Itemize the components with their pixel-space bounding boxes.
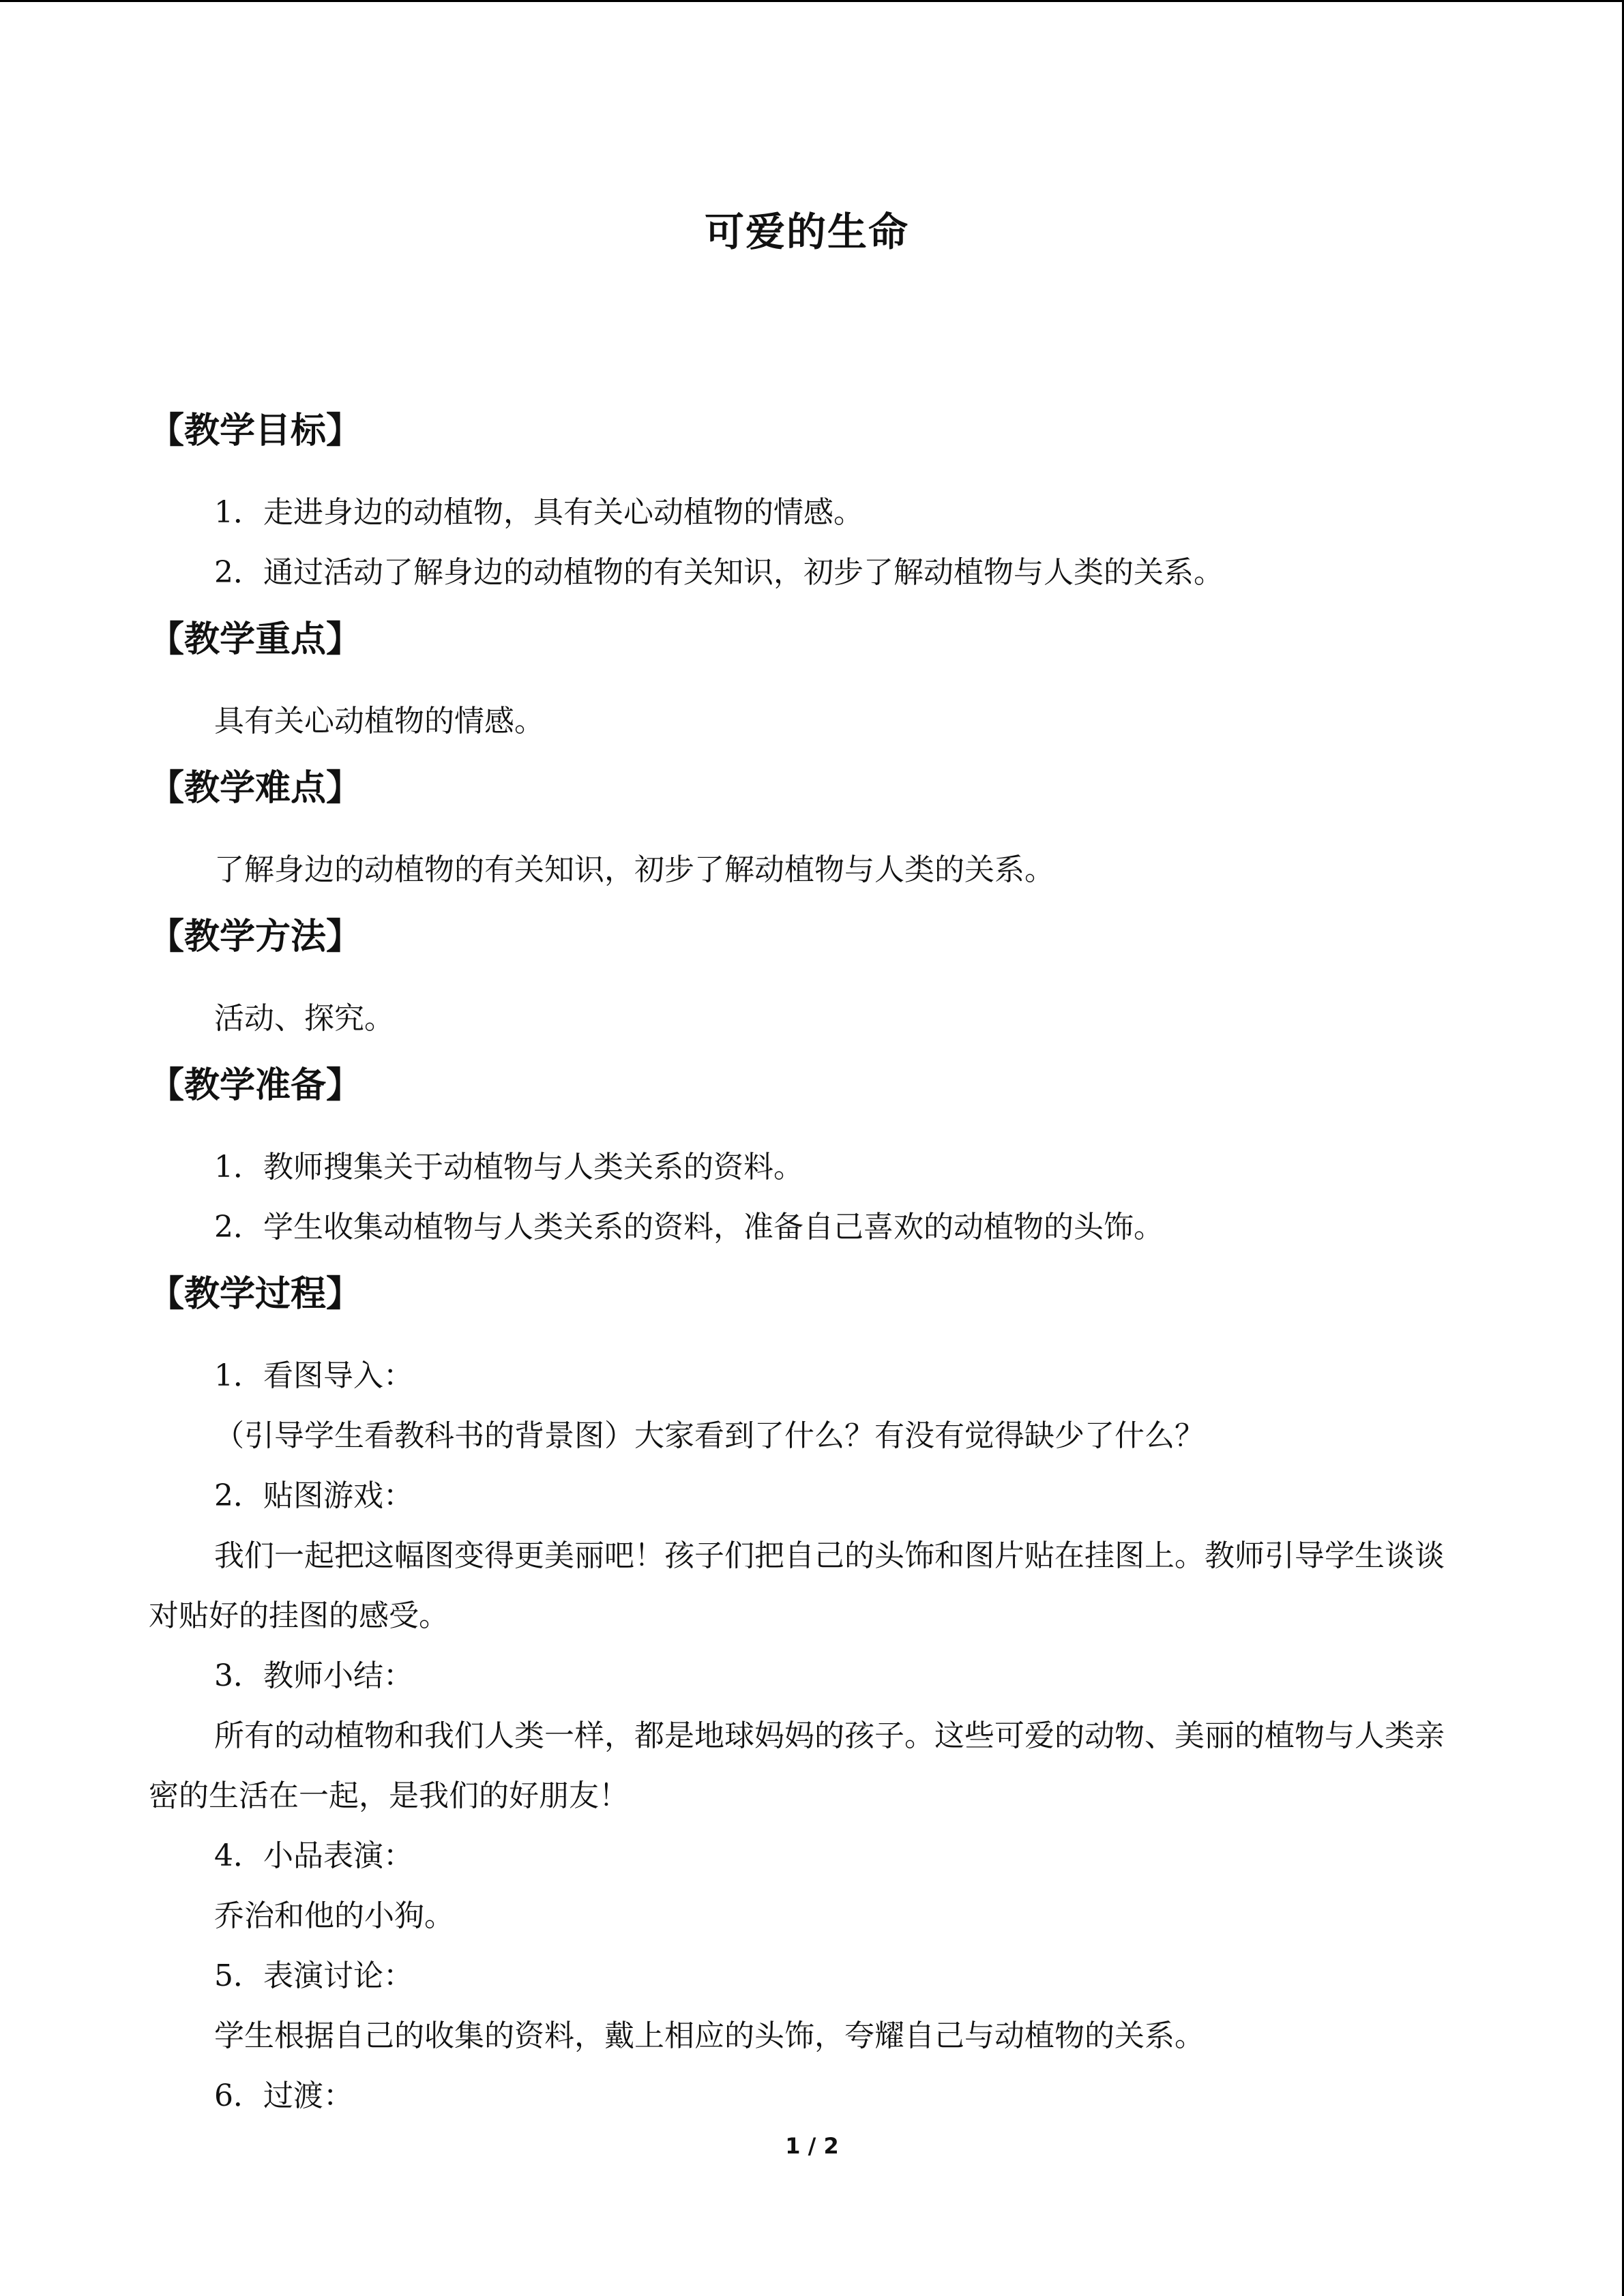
section-preparation [149,1058,1465,1257]
section-heading: 【教学重点】 [149,619,362,660]
paragraph: 所有的动植物和我们人类一样，都是地球妈妈的孩子。这些可爱的动物、美丽的植物与人类亲密的生活在一起，是我们的好朋友！ [149,1718,1445,1813]
paragraph: 5．表演讨论： [214,1958,413,1993]
paragraph: 1．教师搜集关于动植物与人类关系的资料。 [214,1150,803,1184]
paragraph: 具有关心动植物的情感。 [214,704,544,739]
paragraph: 6．过渡： [214,2078,353,2113]
page-number: 1 / 2 [785,2133,839,2159]
paragraph: 2．学生收集动植物与人类关系的资料，准备自己喜欢的动植物的头饰。 [214,1210,1164,1244]
paragraph: 4．小品表演： [214,1838,413,1873]
section-heading: 【教学准备】 [149,1065,362,1106]
paragraph: （引导学生看教科书的背景图）大家看到了什么？有没有觉得缺少了什么？ [214,1418,1205,1453]
document-title: 可爱的生命 [704,209,909,255]
section-key-points [149,612,1465,751]
paragraph: 1．看图导入： [214,1358,413,1393]
section-teaching-goals [149,404,1465,603]
page-border-top [0,0,1624,2]
section-methods [149,910,1465,1049]
document-page [149,205,1465,2136]
paragraph: 学生根据自己的收集的资料，戴上相应的头饰，夸耀自己与动植物的关系。 [214,2018,1205,2053]
section-process [149,1267,1465,2126]
paragraph: 乔治和他的小狗。 [214,1898,454,1933]
paragraph: 2．贴图游戏： [214,1478,413,1513]
section-heading: 【教学目标】 [149,411,362,451]
paragraph: 2．通过活动了解身边的动植物的有关知识，初步了解动植物与人类的关系。 [214,555,1224,590]
section-heading: 【教学过程】 [149,1274,362,1315]
section-heading: 【教学方法】 [149,916,362,957]
paragraph: 了解身边的动植物的有关知识，初步了解动植物与人类的关系。 [214,852,1054,887]
paragraph: 1．走进身边的动植物，具有关心动植物的情感。 [214,495,863,530]
paragraph: 3．教师小结： [214,1658,413,1693]
paragraph: 我们一起把这幅图变得更美丽吧！孩子们把自己的头饰和图片贴在挂图上。教师引导学生谈谈对贴好的挂图的感受。 [149,1538,1445,1633]
section-difficulties [149,761,1465,900]
paragraph: 活动、探究。 [214,1001,394,1036]
section-heading: 【教学难点】 [149,768,362,809]
